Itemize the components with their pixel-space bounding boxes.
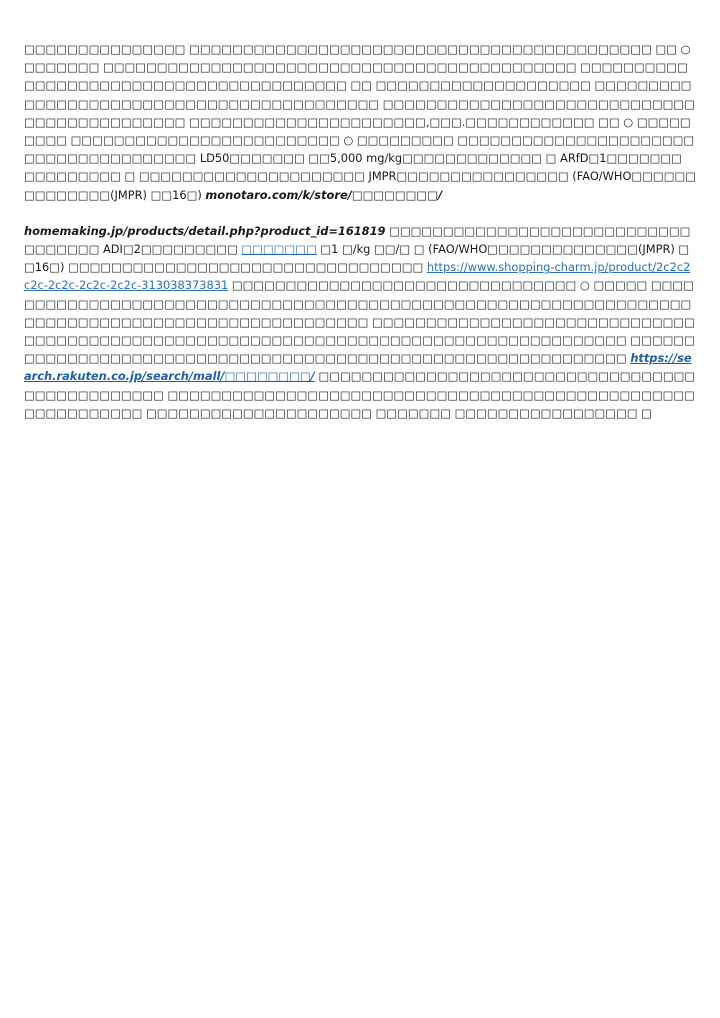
- document-page: [24, 40, 696, 422]
- rakuten-search-link[interactable]: https://search.rakuten.co.jp/search/mall/□□□□□□□□/: [24, 351, 692, 384]
- shopping-charm-link[interactable]: https://www.shopping-charm.jp/product/2c2c2c2c-2c2c-2c2c-2c2c-313038373831: [24, 260, 691, 293]
- paragraph-1-text: □□□□□□□□□□□□□□□ □□□□□□□□□□□□□□□□□□□□□□□□□□□□□□□□□□□□□□□□□□□ □□ ○ □□□□□□□ □□□□□□□□□□□□□□□□□□□□□□□□□□□□□□□□□□□□□□□□□□□□ □□□□□□□□□□□□□□□□□□□□□□□□□□□□□□□□□□□□□□□□ □□ □□□□□□□□□□□□□□□□□□□□ □□□□□□□□□□□□□□□□□□□□□□□□□□□□□□□□□□□□□□□□□□ □□□□□□□□□□□□□□□□□□□□□□□□□□□□□□□□□□□□□□□□□□□□ □□□□□□□□□□□□□□□□□□□□□□,□□□.□□□□□□□□□□□□ □□ ○ □□□□□□□□□ □□□□□□□□□□□□□□□□□□□□□□□□□ ○ □□□□□□□□□ □□□□□□□□□□□□□□□□□□□□□□□□□□□□□□□□□□□□□□ LD50□□□□□□□ □□5,000 mg/kg□□□□□□□□□□□□□ □ ARfD□1□□□□□□□ □□□□□□□□□ □ □□□□□□□□□□□□□□□□□□□□□ JMPR□□□□□□□□□□□□□□□□ (FAO/WHO□□□□□□□□□□□□□□(JMPR) □□16□): [24, 42, 696, 202]
- paragraph-2: [24, 222, 696, 422]
- paragraph-2-text-a: □□□□□□□□□□□□□□□□□□□□□□□□□□□□□□□□□□□ ADI□2□□□□□□□□□: [24, 223, 691, 257]
- paragraph-2-text-d: □□□□□□□□□□□□□□□□□□□□□□□□□□□□□□□□□□□□□□□□□□□□□□□□ □□□□□□□□□□□□□□□□□□□□□□□□□□□□□□□□□□□□□□□□□□□□□□□□□□□□□□□□□□□□ □□□□□□□□□□□□□□□□□□□□□ □□□□□□□ □□□□□□□□□□□□□□□□□ □: [24, 369, 696, 420]
- paragraph-2-text-c: □□□□□□□□□□□□□□□□□□□□□□□□□□□□□□□□ ○ □□□□□ □□□□□□□□□□□□□□□□□□□□□□□□□□□□□□□□□□□□□□□□□□□□□□□□□□□□□□□□□□□□□□□□□□□□□□□□□□□□□□□□□□□□□□□□□□□□□□□□□□ □□□□□□□□□□□□□□□□□□□□□□□□□□□□□□□□□□□□□□□□□□□□□□□□□□□□□□□□□□□□□□□□□□□□□□□□□□□□□□□□□□□□□□ □□□□□□□□□□□□□□□□□□□□□□□□□□□□□□□□□□□□□□□□□□□□□□□□□□□□□□□□□□□□□□: [24, 278, 695, 366]
- paragraph-1: [24, 40, 696, 204]
- inline-link[interactable]: □□□□□□□: [241, 242, 317, 257]
- paragraph-2-text-b: □1 □/kg □□/□ □ (FAO/WHO□□□□□□□□□□□□□□(JMPR) □□16□) □□□□□□□□□□□□□□□□□□□□□□□□□□□□□□□□□: [24, 242, 690, 275]
- monotaro-url-text: monotaro.com/k/store/□□□□□□□□/: [205, 187, 443, 202]
- homemaking-url-text: homemaking.jp/products/detail.php?product_id=161819: [24, 223, 386, 238]
